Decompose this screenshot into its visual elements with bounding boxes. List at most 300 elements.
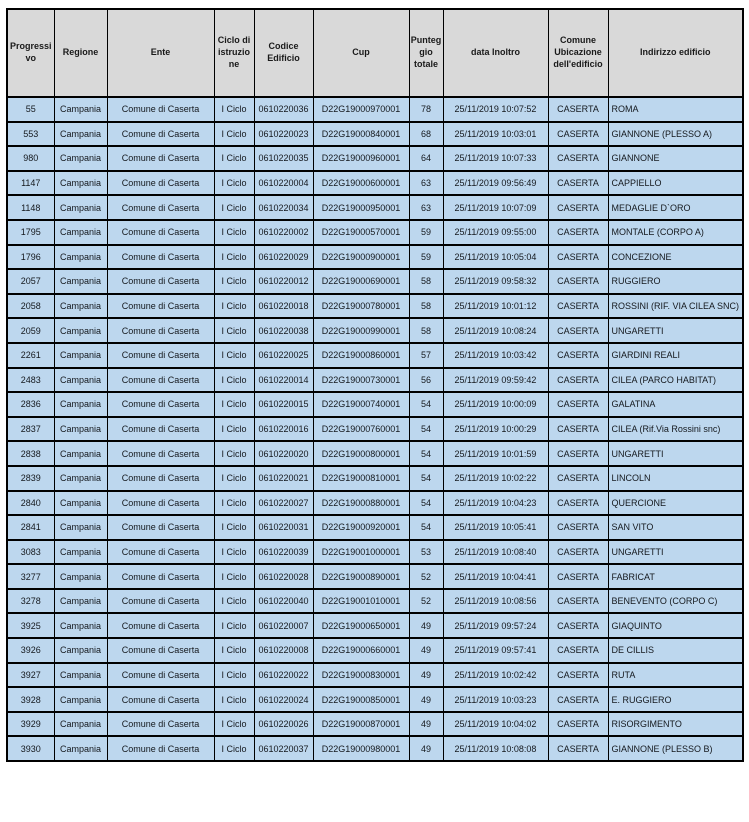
table-cell: UNGARETTI xyxy=(608,540,743,565)
table-cell: Campania xyxy=(54,294,107,319)
table-cell: 0610220025 xyxy=(254,343,313,368)
table-cell: 25/11/2019 09:56:49 xyxy=(443,171,548,196)
table-cell: I Ciclo xyxy=(214,318,254,343)
table-cell: Campania xyxy=(54,491,107,516)
table-cell: D22G19000570001 xyxy=(313,220,409,245)
table-cell: 2261 xyxy=(7,343,54,368)
table-cell: I Ciclo xyxy=(214,171,254,196)
table-body xyxy=(7,97,743,761)
table-cell: D22G19000880001 xyxy=(313,491,409,516)
table-cell: RISORGIMENTO xyxy=(608,712,743,737)
table-cell: Comune di Caserta xyxy=(107,122,214,147)
table-row xyxy=(7,97,743,122)
table-cell: LINCOLN xyxy=(608,466,743,491)
table-cell: 2838 xyxy=(7,441,54,466)
table-cell: GIANNONE (PLESSO A) xyxy=(608,122,743,147)
table-cell: Comune di Caserta xyxy=(107,220,214,245)
table-cell: I Ciclo xyxy=(214,736,254,761)
table-cell: MONTALE (CORPO A) xyxy=(608,220,743,245)
table-cell: D22G19000870001 xyxy=(313,712,409,737)
table-cell: Comune di Caserta xyxy=(107,171,214,196)
table-row xyxy=(7,392,743,417)
table-cell: D22G19000860001 xyxy=(313,343,409,368)
table-cell: 2840 xyxy=(7,491,54,516)
table-cell: I Ciclo xyxy=(214,97,254,122)
table-row xyxy=(7,564,743,589)
table-cell: 3278 xyxy=(7,589,54,614)
table-row xyxy=(7,638,743,663)
table-cell: GALATINA xyxy=(608,392,743,417)
table-cell: RUGGIERO xyxy=(608,269,743,294)
table-row xyxy=(7,515,743,540)
table-cell: 0610220020 xyxy=(254,441,313,466)
table-cell: GIANNONE xyxy=(608,146,743,171)
table-cell: 25/11/2019 10:04:41 xyxy=(443,564,548,589)
table-cell: D22G19000830001 xyxy=(313,663,409,688)
table-cell: I Ciclo xyxy=(214,392,254,417)
table-cell: E. RUGGIERO xyxy=(608,687,743,712)
table-cell: 49 xyxy=(409,712,443,737)
table-cell: I Ciclo xyxy=(214,417,254,442)
table-cell: D22G19000900001 xyxy=(313,245,409,270)
table-cell: D22G19000730001 xyxy=(313,368,409,393)
table-cell: 1795 xyxy=(7,220,54,245)
table-cell: 54 xyxy=(409,515,443,540)
table-cell: Campania xyxy=(54,441,107,466)
table-cell: D22G19000800001 xyxy=(313,441,409,466)
table-cell: Campania xyxy=(54,392,107,417)
table-cell: 25/11/2019 10:03:42 xyxy=(443,343,548,368)
table-cell: 25/11/2019 10:08:08 xyxy=(443,736,548,761)
table-cell: Campania xyxy=(54,613,107,638)
table-cell: Campania xyxy=(54,564,107,589)
table-cell: Comune di Caserta xyxy=(107,663,214,688)
table-cell: Comune di Caserta xyxy=(107,638,214,663)
table-cell: 553 xyxy=(7,122,54,147)
table-cell: 54 xyxy=(409,491,443,516)
table-cell: 2839 xyxy=(7,466,54,491)
table-cell: 0610220012 xyxy=(254,269,313,294)
table-cell: I Ciclo xyxy=(214,663,254,688)
table-cell: I Ciclo xyxy=(214,220,254,245)
table-cell: 0610220002 xyxy=(254,220,313,245)
table-cell: Comune di Caserta xyxy=(107,294,214,319)
table-cell: CASERTA xyxy=(548,687,608,712)
table-cell: 0610220038 xyxy=(254,318,313,343)
table-cell: 59 xyxy=(409,245,443,270)
column-header-3: Ciclo di istruzione xyxy=(214,9,254,97)
table-cell: D22G19000690001 xyxy=(313,269,409,294)
table-cell: I Ciclo xyxy=(214,294,254,319)
table-row xyxy=(7,736,743,761)
table-cell: 2837 xyxy=(7,417,54,442)
table-cell: Campania xyxy=(54,220,107,245)
table-cell: Campania xyxy=(54,269,107,294)
table-cell: 1147 xyxy=(7,171,54,196)
table-cell: Campania xyxy=(54,515,107,540)
table-row xyxy=(7,343,743,368)
table-cell: Comune di Caserta xyxy=(107,146,214,171)
table-cell: Campania xyxy=(54,638,107,663)
table-cell: Campania xyxy=(54,171,107,196)
table-cell: 64 xyxy=(409,146,443,171)
table-cell: GIAQUINTO xyxy=(608,613,743,638)
table-cell: CASERTA xyxy=(548,515,608,540)
table-cell: Campania xyxy=(54,663,107,688)
table-cell: D22G19000810001 xyxy=(313,466,409,491)
table-row xyxy=(7,540,743,565)
column-header-0: Progressivo xyxy=(7,9,54,97)
table-cell: GIARDINI REALI xyxy=(608,343,743,368)
table-cell: 25/11/2019 09:55:00 xyxy=(443,220,548,245)
table-cell: Campania xyxy=(54,466,107,491)
table-cell: Comune di Caserta xyxy=(107,441,214,466)
table-cell: Comune di Caserta xyxy=(107,392,214,417)
table-cell: Comune di Caserta xyxy=(107,687,214,712)
table-cell: D22G19001000001 xyxy=(313,540,409,565)
table-cell: RUTA xyxy=(608,663,743,688)
table-cell: 0610220016 xyxy=(254,417,313,442)
table-cell: CASERTA xyxy=(548,491,608,516)
column-header-9: Indirizzo edificio xyxy=(608,9,743,97)
table-cell: D22G19000780001 xyxy=(313,294,409,319)
table-cell: Campania xyxy=(54,589,107,614)
table-cell: 25/11/2019 09:58:32 xyxy=(443,269,548,294)
table-cell: D22G19000740001 xyxy=(313,392,409,417)
table-cell: D22G19000760001 xyxy=(313,417,409,442)
table-cell: Comune di Caserta xyxy=(107,245,214,270)
table-cell: 25/11/2019 10:05:41 xyxy=(443,515,548,540)
table-cell: 0610220008 xyxy=(254,638,313,663)
table-cell: 3277 xyxy=(7,564,54,589)
table-cell: 58 xyxy=(409,294,443,319)
table-cell: CASERTA xyxy=(548,343,608,368)
table-cell: 0610220022 xyxy=(254,663,313,688)
table-cell: Comune di Caserta xyxy=(107,417,214,442)
table-row xyxy=(7,368,743,393)
table-cell: 49 xyxy=(409,663,443,688)
table-cell: 1148 xyxy=(7,195,54,220)
table-cell: D22G19000660001 xyxy=(313,638,409,663)
table-cell: 25/11/2019 10:05:04 xyxy=(443,245,548,270)
table-cell: Campania xyxy=(54,146,107,171)
table-cell: 0610220014 xyxy=(254,368,313,393)
table-row xyxy=(7,220,743,245)
table-cell: Comune di Caserta xyxy=(107,195,214,220)
table-row xyxy=(7,687,743,712)
table-cell: 0610220028 xyxy=(254,564,313,589)
table-cell: Comune di Caserta xyxy=(107,491,214,516)
table-cell: I Ciclo xyxy=(214,687,254,712)
table-cell: 54 xyxy=(409,417,443,442)
table-cell: 0610220004 xyxy=(254,171,313,196)
table-cell: ROSSINI (RIF. VIA CILEA SNC) xyxy=(608,294,743,319)
table-cell: CASERTA xyxy=(548,712,608,737)
table-cell: 54 xyxy=(409,392,443,417)
table-cell: Campania xyxy=(54,343,107,368)
table-cell: D22G19000990001 xyxy=(313,318,409,343)
table-row xyxy=(7,245,743,270)
table-row xyxy=(7,146,743,171)
table-cell: 53 xyxy=(409,540,443,565)
table-cell: I Ciclo xyxy=(214,712,254,737)
table-cell: 2057 xyxy=(7,269,54,294)
table-cell: I Ciclo xyxy=(214,515,254,540)
table-cell: Campania xyxy=(54,712,107,737)
table-cell: CASERTA xyxy=(548,441,608,466)
table-cell: 25/11/2019 10:01:59 xyxy=(443,441,548,466)
table-cell: CONCEZIONE xyxy=(608,245,743,270)
table-cell: I Ciclo xyxy=(214,466,254,491)
table-row xyxy=(7,589,743,614)
table-cell: D22G19000890001 xyxy=(313,564,409,589)
table-cell: Campania xyxy=(54,687,107,712)
table-cell: 63 xyxy=(409,171,443,196)
table-cell: 3083 xyxy=(7,540,54,565)
table-cell: CASERTA xyxy=(548,245,608,270)
table-cell: UNGARETTI xyxy=(608,441,743,466)
table-cell: D22G19000980001 xyxy=(313,736,409,761)
table-row xyxy=(7,195,743,220)
table-cell: CASERTA xyxy=(548,97,608,122)
table-cell: Comune di Caserta xyxy=(107,613,214,638)
table-cell: 1796 xyxy=(7,245,54,270)
table-cell: I Ciclo xyxy=(214,122,254,147)
column-header-8: Comune Ubicazione dell'edificio xyxy=(548,9,608,97)
table-cell: ROMA xyxy=(608,97,743,122)
table-cell: CASERTA xyxy=(548,417,608,442)
table-cell: 2058 xyxy=(7,294,54,319)
table-cell: 52 xyxy=(409,564,443,589)
table-cell: CASERTA xyxy=(548,613,608,638)
table-cell: 0610220040 xyxy=(254,589,313,614)
table-row xyxy=(7,491,743,516)
table-cell: 25/11/2019 10:04:23 xyxy=(443,491,548,516)
table-cell: I Ciclo xyxy=(214,613,254,638)
table-cell: 3925 xyxy=(7,613,54,638)
table-cell: 0610220015 xyxy=(254,392,313,417)
table-cell: 25/11/2019 10:07:52 xyxy=(443,97,548,122)
table-cell: 3928 xyxy=(7,687,54,712)
table-cell: 49 xyxy=(409,638,443,663)
table-cell: I Ciclo xyxy=(214,491,254,516)
table-cell: Comune di Caserta xyxy=(107,515,214,540)
table-cell: 25/11/2019 10:07:33 xyxy=(443,146,548,171)
table-cell: Comune di Caserta xyxy=(107,269,214,294)
table-cell: CASERTA xyxy=(548,294,608,319)
table-cell: 0610220036 xyxy=(254,97,313,122)
table-cell: CASERTA xyxy=(548,589,608,614)
table-cell: CASERTA xyxy=(548,736,608,761)
table-cell: 25/11/2019 09:57:41 xyxy=(443,638,548,663)
table-cell: 3927 xyxy=(7,663,54,688)
table-cell: CASERTA xyxy=(548,146,608,171)
table-cell: CILEA (PARCO HABITAT) xyxy=(608,368,743,393)
table-cell: CASERTA xyxy=(548,122,608,147)
table-cell: 0610220021 xyxy=(254,466,313,491)
table-cell: 3926 xyxy=(7,638,54,663)
table-row xyxy=(7,417,743,442)
table-cell: CASERTA xyxy=(548,564,608,589)
table-cell: 54 xyxy=(409,441,443,466)
table-cell: D22G19000960001 xyxy=(313,146,409,171)
table-cell: CASERTA xyxy=(548,171,608,196)
table-cell: 57 xyxy=(409,343,443,368)
table-cell: I Ciclo xyxy=(214,564,254,589)
table-cell: I Ciclo xyxy=(214,195,254,220)
table-cell: D22G19001010001 xyxy=(313,589,409,614)
column-header-2: Ente xyxy=(107,9,214,97)
table-cell: 25/11/2019 10:00:29 xyxy=(443,417,548,442)
table-cell: 2836 xyxy=(7,392,54,417)
table-cell: 25/11/2019 10:04:02 xyxy=(443,712,548,737)
table-cell: Campania xyxy=(54,318,107,343)
table-cell: 0610220037 xyxy=(254,736,313,761)
table-cell: 0610220034 xyxy=(254,195,313,220)
table-cell: Campania xyxy=(54,195,107,220)
table-cell: Campania xyxy=(54,245,107,270)
table-cell: 980 xyxy=(7,146,54,171)
table-cell: Comune di Caserta xyxy=(107,589,214,614)
table-cell: Comune di Caserta xyxy=(107,318,214,343)
table-cell: D22G19000840001 xyxy=(313,122,409,147)
table-cell: CASERTA xyxy=(548,663,608,688)
table-cell: CASERTA xyxy=(548,368,608,393)
table-cell: I Ciclo xyxy=(214,146,254,171)
table-cell: GIANNONE (PLESSO B) xyxy=(608,736,743,761)
table-cell: 55 xyxy=(7,97,54,122)
table-cell: D22G19000920001 xyxy=(313,515,409,540)
table-cell: CASERTA xyxy=(548,269,608,294)
table-cell: BENEVENTO (CORPO C) xyxy=(608,589,743,614)
table-cell: Campania xyxy=(54,736,107,761)
table-cell: 58 xyxy=(409,269,443,294)
table-cell: Comune di Caserta xyxy=(107,712,214,737)
table-row xyxy=(7,441,743,466)
table-cell: 25/11/2019 10:07:09 xyxy=(443,195,548,220)
table-row xyxy=(7,663,743,688)
table-cell: 2059 xyxy=(7,318,54,343)
table-cell: Comune di Caserta xyxy=(107,736,214,761)
table-cell: 58 xyxy=(409,318,443,343)
table-cell: 0610220027 xyxy=(254,491,313,516)
table-cell: CASERTA xyxy=(548,195,608,220)
table-cell: MEDAGLIE D`ORO xyxy=(608,195,743,220)
table-cell: 54 xyxy=(409,466,443,491)
table-cell: 25/11/2019 09:57:24 xyxy=(443,613,548,638)
table-cell: 0610220039 xyxy=(254,540,313,565)
table-cell: D22G19000600001 xyxy=(313,171,409,196)
table-cell: I Ciclo xyxy=(214,638,254,663)
table-cell: 0610220024 xyxy=(254,687,313,712)
table-cell: 52 xyxy=(409,589,443,614)
table-cell: 0610220007 xyxy=(254,613,313,638)
table-cell: I Ciclo xyxy=(214,368,254,393)
table-cell: CAPPIELLO xyxy=(608,171,743,196)
table-row xyxy=(7,318,743,343)
table-cell: Comune di Caserta xyxy=(107,540,214,565)
table-cell: SAN VITO xyxy=(608,515,743,540)
table-cell: 68 xyxy=(409,122,443,147)
column-header-7: data Inoltro xyxy=(443,9,548,97)
table-cell: 56 xyxy=(409,368,443,393)
table-cell: 25/11/2019 10:02:42 xyxy=(443,663,548,688)
column-header-6: Punteggio totale xyxy=(409,9,443,97)
table-cell: CASERTA xyxy=(548,638,608,663)
table-cell: 25/11/2019 10:08:40 xyxy=(443,540,548,565)
table-cell: 25/11/2019 10:02:22 xyxy=(443,466,548,491)
column-header-5: Cup xyxy=(313,9,409,97)
ranking-table xyxy=(6,8,744,762)
table-cell: QUERCIONE xyxy=(608,491,743,516)
table-header xyxy=(7,9,743,97)
table-cell: 25/11/2019 10:08:24 xyxy=(443,318,548,343)
table-row xyxy=(7,269,743,294)
column-header-1: Regione xyxy=(54,9,107,97)
table-cell: 25/11/2019 10:03:01 xyxy=(443,122,548,147)
table-cell: Comune di Caserta xyxy=(107,343,214,368)
table-cell: D22G19000970001 xyxy=(313,97,409,122)
table-row xyxy=(7,466,743,491)
table-cell: Campania xyxy=(54,368,107,393)
table-cell: 2483 xyxy=(7,368,54,393)
table-cell: I Ciclo xyxy=(214,245,254,270)
table-cell: D22G19000650001 xyxy=(313,613,409,638)
table-cell: 49 xyxy=(409,613,443,638)
table-cell: 25/11/2019 10:08:56 xyxy=(443,589,548,614)
table-cell: CILEA (Rif.Via Rossini snc) xyxy=(608,417,743,442)
table-cell: I Ciclo xyxy=(214,441,254,466)
table-row xyxy=(7,294,743,319)
table-row xyxy=(7,712,743,737)
table-row xyxy=(7,613,743,638)
table-cell: Campania xyxy=(54,97,107,122)
table-cell: 59 xyxy=(409,220,443,245)
table-cell: Campania xyxy=(54,122,107,147)
table-cell: Comune di Caserta xyxy=(107,564,214,589)
table-cell: Comune di Caserta xyxy=(107,368,214,393)
header-row xyxy=(7,9,743,97)
table-cell: CASERTA xyxy=(548,466,608,491)
table-cell: 0610220035 xyxy=(254,146,313,171)
table-cell: I Ciclo xyxy=(214,589,254,614)
table-cell: 49 xyxy=(409,736,443,761)
table-cell: I Ciclo xyxy=(214,269,254,294)
table-cell: UNGARETTI xyxy=(608,318,743,343)
table-cell: CASERTA xyxy=(548,540,608,565)
table-cell: 49 xyxy=(409,687,443,712)
table-cell: D22G19000850001 xyxy=(313,687,409,712)
table-cell: Campania xyxy=(54,417,107,442)
column-header-4: Codice Edificio xyxy=(254,9,313,97)
table-row xyxy=(7,122,743,147)
table-cell: Campania xyxy=(54,540,107,565)
table-cell: 3930 xyxy=(7,736,54,761)
table-cell: 63 xyxy=(409,195,443,220)
table-cell: CASERTA xyxy=(548,392,608,417)
table-cell: FABRICAT xyxy=(608,564,743,589)
table-cell: I Ciclo xyxy=(214,343,254,368)
table-cell: 0610220023 xyxy=(254,122,313,147)
table-cell: 25/11/2019 10:03:23 xyxy=(443,687,548,712)
table-cell: DE CILLIS xyxy=(608,638,743,663)
table-cell: Comune di Caserta xyxy=(107,466,214,491)
table-cell: 0610220029 xyxy=(254,245,313,270)
table-cell: I Ciclo xyxy=(214,540,254,565)
table-cell: 25/11/2019 09:59:42 xyxy=(443,368,548,393)
table-cell: 25/11/2019 10:01:12 xyxy=(443,294,548,319)
table-cell: 2841 xyxy=(7,515,54,540)
